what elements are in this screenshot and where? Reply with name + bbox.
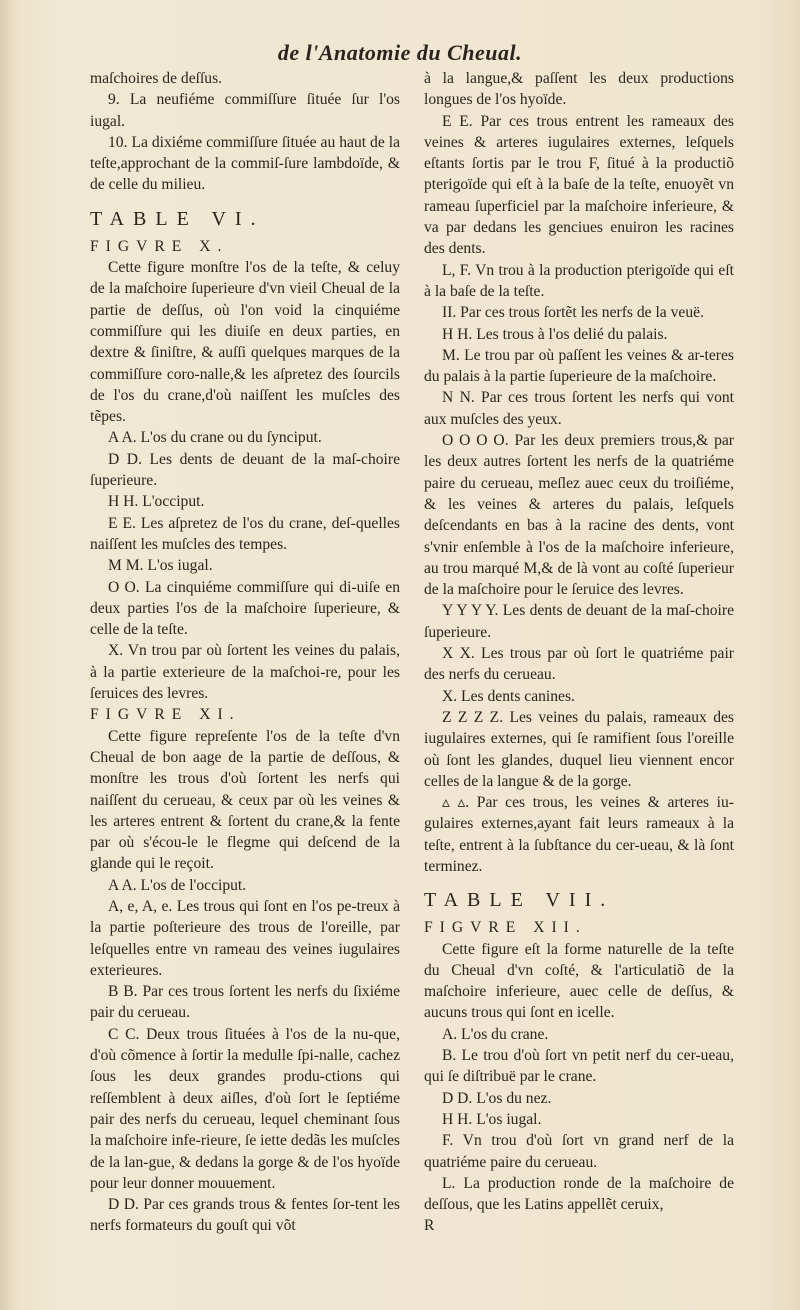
paragraph: A, e, A, e. Les trous qui ſont en l'os pe-treux à la partie poſterieure des trous de l'oreille, par leſquelles entre vn rameau des veines iugulaires exterieures. <box>90 897 400 979</box>
paragraph: Y Y Y Y. Les dents de deuant de la maſ-choire ſuperieure. <box>424 602 734 641</box>
figure-heading: FIGVRE X. <box>90 237 229 255</box>
paragraph: E E. Par ces trous entrent les rameaux des veines & arteres iugulaires externes, leſquels eſtants ſortis par le trou F, ſitué à la productiõ pterigoïde qui eſt à la baſe de la teſte, enuoyẽt vn rameau ſuperficiel par la maſchoire inferieure, & va par dedans les genciues enuiron les racines des dents. <box>424 112 734 258</box>
paragraph: B B. Par ces trous ſortent les nerfs du ſixiéme pair du cerueau. <box>90 983 400 1022</box>
paragraph: H H. L'os iugal. <box>442 1110 542 1128</box>
paragraph: X. Vn trou par où ſortent les veines du palais, à la partie exterieure de la maſchoi-re, pour les ſeruices des levres. <box>90 642 400 703</box>
paragraph: D D. L'os du nez. <box>442 1089 552 1107</box>
paragraph: ▵ ▵. Par ces trous, les veines & arteres iu-gulaires externes,ayant fait leurs rameaux à la teſte, entrent à la ſubſtance du cer-ueau, & là ſont terminez. <box>424 794 734 875</box>
table-heading: TABLE VII. <box>424 889 615 912</box>
paragraph: D D. Par ces grands trous & fentes ſor-tent les nerfs formateurs du gouſt qui võt <box>90 1196 400 1235</box>
paragraph: X X. Les trous par où ſort le quatriéme pair des nerfs du cerueau. <box>424 645 734 684</box>
running-head: de l'Anatomie du Cheual. <box>277 40 523 65</box>
paragraph: X. Les dents canines. <box>442 687 575 705</box>
right-column <box>424 68 734 1237</box>
paragraph: H H. Les trous à l'os delié du palais. <box>442 325 668 343</box>
paragraph: 9. La neufiéme commiſſure ſituée ſur l'os iugal. <box>90 91 400 130</box>
paragraph: Cette figure repreſente l'os de la teſte d'vn Cheual de bon aage de la partie de deſſous, & monſtre les trous d'où ſortent les nerfs qui naiſſent du cerueau, & ceux par où les veines & les arteres entrent & ſortent du crane,& la fente par où s'écou-le le flegme qui deſcend de la glande qui le reçoit. <box>90 727 400 873</box>
paragraph: E E. Les aſpretez de l'os du crane, deſ-quelles naiſſent les muſcles des tempes. <box>90 514 400 553</box>
paragraph: maſchoires de deſſus. <box>90 70 223 87</box>
paragraph: M M. L'os iugal. <box>108 557 213 575</box>
paragraph: H H. L'occiput. <box>108 493 205 511</box>
paragraph: O O O O. Par les deux premiers trous,& par les deux autres ſortent les nerfs de la quatriéme paire du cerueau, meſlez auec ceux du troiſiéme, & les veines & arteres du palais, leſquels deſcendants en bas à la racine des dents, vont s'vnir enſemble à l'os de la maſchoire inferieure, au trou marqué M,& de là vont au coſté ſuperieur de la maſchoire pour le ſeruice des levres. <box>424 432 734 599</box>
paragraph: Cette figure eſt la forme naturelle de la teſte du Cheual d'vn coſté, & l'articulatiõ de la maſchoire inferieure, auec celle de deſſus, & aucuns trous qui ſont en icelle. <box>424 940 734 1022</box>
paragraph: F. Vn trou d'où ſort vn grand nerf de la quatriéme paire du cerueau. <box>424 1132 734 1171</box>
paragraph: B. Le trou d'où ſort vn petit nerf du cer-ueau, qui ſe diſtribuë par le crane. <box>424 1047 734 1086</box>
paragraph: L. La production ronde de la maſchoire de deſſous, que les Latins appellẽt ceruix, <box>424 1174 734 1214</box>
paragraph: A A. L'os de l'occiput. <box>108 876 247 894</box>
figure-heading: FIGVRE XI. <box>90 706 241 724</box>
paragraph: O O. La cinquiéme commiſſure qui di-uiſe en deux parties l'os de la maſchoire ſuperieure, & celle de la teſte. <box>90 578 400 639</box>
catchword: R <box>424 1217 435 1235</box>
paragraph: N N. Par ces trous ſortent les nerfs qui vont aux muſcles des yeux. <box>424 389 734 428</box>
left-column <box>90 68 400 1237</box>
paragraph: A A. L'os du crane ou du ſynciput. <box>108 429 322 447</box>
table-heading: TABLE VI. <box>90 207 265 230</box>
paragraph: C C. Deux trous ſituées à l'os de la nu-que, d'où cõmence à ſortir la medulle ſpi-nalle, cachez ſous les deux grandes produ-ctions qui reſſemblent à deux aiſles, d'où ſort le ſeptiéme pair des nerfs du cerueau, lequel cheminant ſous la maſchoire infe-rieure, ſe iette dedãs les muſcles de la lan-gue, & dedans la gorge & de l'os hyoïde pour leur donner mouuement. <box>90 1025 401 1192</box>
paragraph: Z Z Z Z. Les veines du palais, rameaux des iugulaires externes, qui ſe ramifient ſous l'oreille où ſont les glandes, duquel lieu viennent encor celles de la langue & de la gorge. <box>424 708 734 790</box>
paragraph: M. Le trou par où paſſent les veines & ar-teres du palais à la partie ſuperieure de la maſchoire. <box>424 346 734 386</box>
figure-heading: FIGVRE XII. <box>424 919 587 937</box>
paragraph: Cette figure monſtre l'os de la teſte, & celuy de la maſchoire ſuperieure d'vn vieil Cheual de la partie de deſſus, où l'on void la cinquiéme commiſſure qui les diuiſe en deux parties, en dextre & ſiniſtre, & auſſi quelques marques de la commiſſure coro-nalle,& les aſpretez des ſourcils de l'os du crane,d'où naiſſent les muſcles des tẽpes. <box>90 259 400 426</box>
paragraph: 10. La dixiéme commiſſure ſituée au haut de la teſte,approchant de la commiſ-ſure lambdoïde, & de celle du milieu. <box>90 133 400 194</box>
paragraph: II. Par ces trous ſortẽt les nerfs de la veuë. <box>442 304 704 322</box>
paragraph: L, F. Vn trou à la production pterigoïde qui eſt à la baſe de la teſte. <box>424 261 734 300</box>
paragraph: à la langue,& paſſent les deux productions longues de l'os hyoïde. <box>424 70 734 109</box>
paragraph: A. L'os du crane. <box>442 1025 549 1043</box>
paragraph: D D. Les dents de deuant de la maſ-choire ſuperieure. <box>90 450 400 490</box>
